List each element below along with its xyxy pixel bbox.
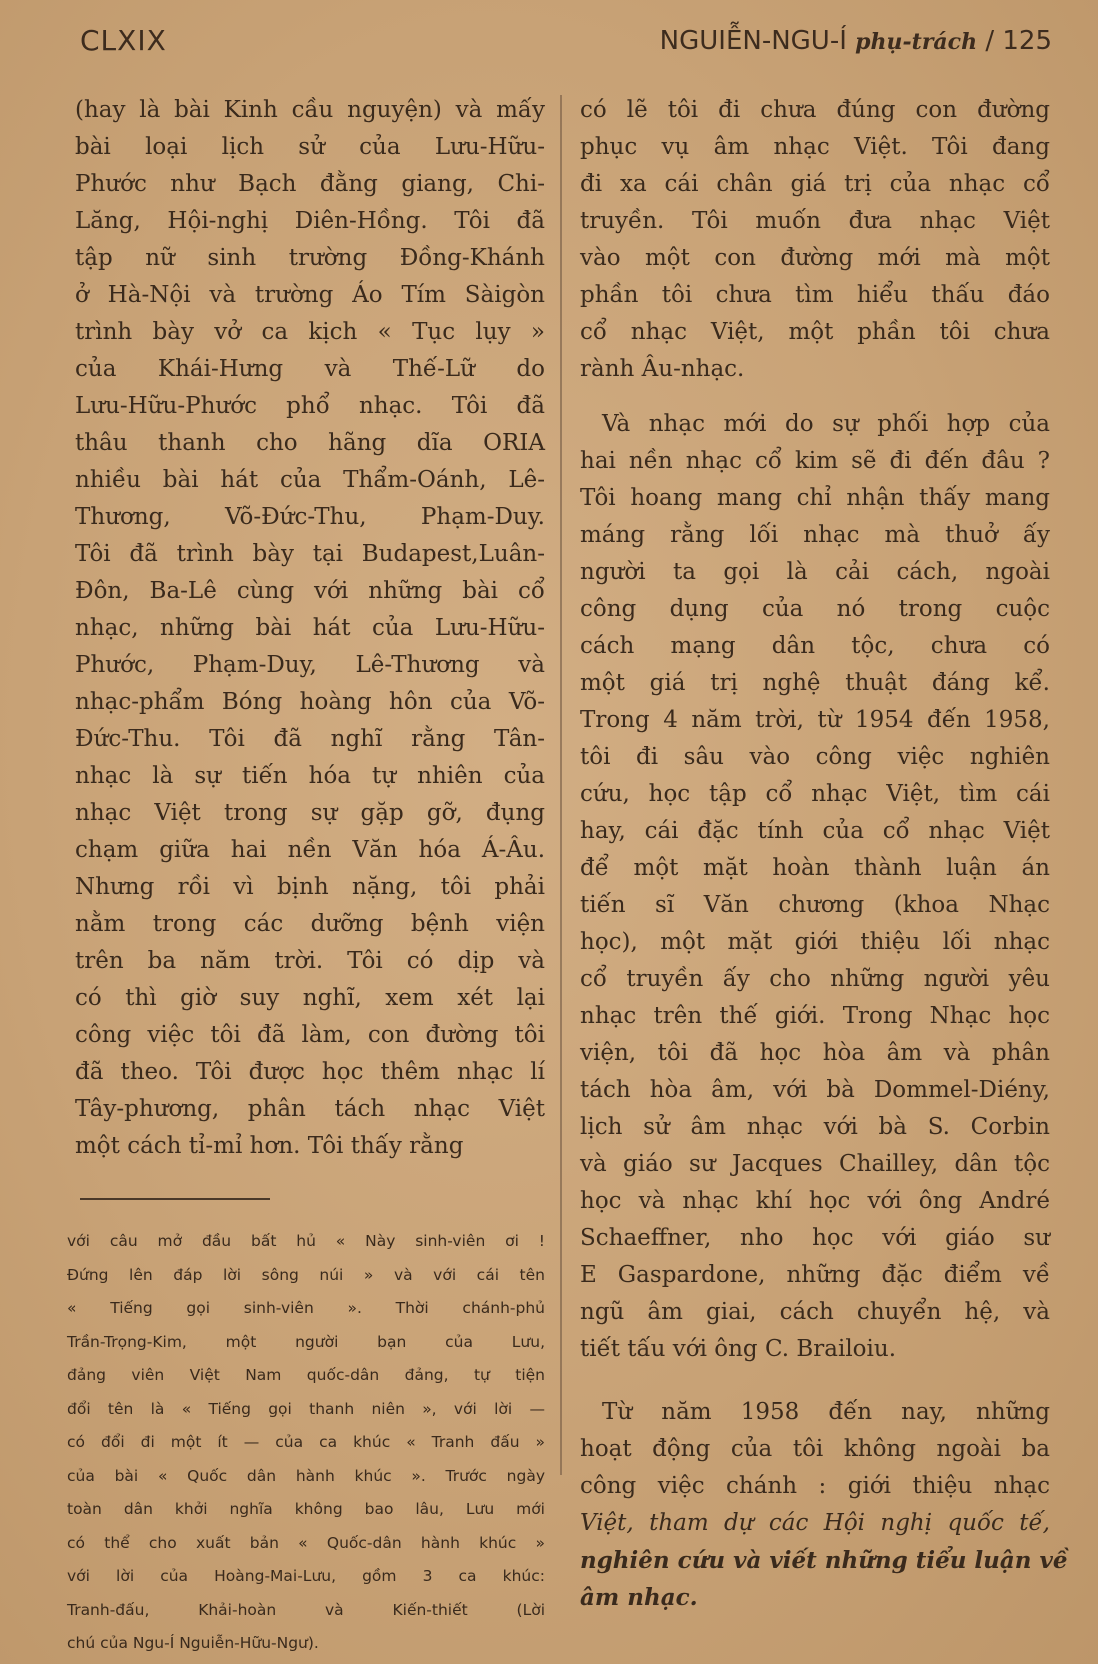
text-line: đã theo. Tôi được học thêm nhạc lí xyxy=(75,1059,545,1085)
text-line: Schaeffner, nho học với giáo sư xyxy=(580,1225,1050,1251)
text-line: Và nhạc mới do sự phối hợp của xyxy=(602,411,1050,437)
header-separator: / xyxy=(985,26,995,56)
text-line: có lẽ tôi đi chưa đúng con đường xyxy=(580,97,1050,123)
page-number: 125 xyxy=(1002,26,1052,56)
text-line: nhiều bài hát của Thẩm-Oánh, Lê- xyxy=(75,467,545,493)
text-line: trên ba năm trời. Tôi có dịp và xyxy=(75,948,545,974)
paragraph-gap xyxy=(580,1368,1050,1394)
footnote-line: với lời của Hoàng-Mai-Lưu, gồm 3 ca khúc: xyxy=(67,1567,545,1585)
footnote-line: của bài « Quốc dân hành khúc ». Trước ngày xyxy=(67,1466,545,1485)
text-line: Lăng, Hội-nghị Diên-Hồng. Tôi đã xyxy=(75,208,545,234)
text-line: phần tôi chưa tìm hiểu thấu đáo xyxy=(580,282,1050,308)
text-line: cổ truyền ấy cho những người yêu xyxy=(580,966,1050,992)
footnote-line: đảng viên Việt Nam quốc-dân đảng, tự tiện xyxy=(67,1366,545,1384)
text-line: Tây-phương, phân tách nhạc Việt xyxy=(75,1096,545,1122)
text-line: cổ nhạc Việt, một phần tôi chưa xyxy=(580,319,1050,345)
text-line: Phước như Bạch đằng giang, Chi- xyxy=(75,171,545,197)
text-line: có thì giờ suy nghĩ, xem xét lại xyxy=(75,985,545,1011)
text-line: Tôi hoang mang chỉ nhận thấy mang xyxy=(580,485,1050,511)
text-line: để một mặt hoàn thành luận án xyxy=(580,855,1050,881)
text-line: tập nữ sinh trường Đồng-Khánh xyxy=(75,245,545,271)
text-line: (hay là bài Kinh cầu nguyện) và mấy xyxy=(75,97,545,123)
left-column xyxy=(75,92,545,1165)
footnote-line: Trần-Trọng-Kim, một người bạn của Lưu, xyxy=(67,1332,545,1351)
text-line: học), một mặt giới thiệu lối nhạc xyxy=(580,929,1050,955)
text-line: Phước, Phạm-Duy, Lê-Thương và xyxy=(75,652,545,678)
text-line: Việt, tham dự các Hội nghị quốc tế, xyxy=(580,1510,1050,1536)
footnote xyxy=(67,1225,545,1661)
text-line: lịch sử âm nhạc với bà S. Corbin xyxy=(580,1114,1050,1140)
text-line: tôi đi sâu vào công việc nghiên xyxy=(580,744,1050,770)
text-line: bài loại lịch sử của Lưu-Hữu- xyxy=(75,134,545,160)
text-line: của Khái-Hưng và Thế-Lữ do xyxy=(75,356,545,382)
text-line: nằm trong các dưỡng bệnh viện xyxy=(75,911,545,937)
text-line: học và nhạc khí học với ông André xyxy=(580,1188,1050,1214)
footnote-line: với câu mở đầu bất hủ « Này sinh-viên ơi ! xyxy=(67,1232,545,1250)
footnote-line: Tranh-đấu, Khải-hoàn và Kiến-thiết (Lời xyxy=(67,1600,545,1619)
text-line: cách mạng dân tộc, chưa có xyxy=(580,633,1050,659)
text-line: Nhưng rồi vì bịnh nặng, tôi phải xyxy=(75,874,545,900)
footnote-rule xyxy=(80,1198,270,1200)
text-line: cứu, học tập cổ nhạc Việt, tìm cái xyxy=(580,781,1050,807)
text-line: Lưu-Hữu-Phước phổ nhạc. Tôi đã xyxy=(75,393,545,419)
text-line: đi xa cái chân giá trị của nhạc cổ xyxy=(580,171,1050,197)
text-line: và giáo sư Jacques Chailley, dân tộc xyxy=(580,1151,1050,1177)
text-line: hai nền nhạc cổ kim sẽ đi đến đâu ? xyxy=(580,448,1050,474)
text-line: E Gaspardone, những đặc điểm về xyxy=(580,1262,1050,1288)
text-line: ngũ âm giai, cách chuyển hệ, và xyxy=(580,1299,1050,1325)
text-line: công việc chánh : giới thiệu nhạc xyxy=(580,1473,1050,1499)
text-line: nhạc, những bài hát của Lưu-Hữu- xyxy=(75,615,545,641)
text-line: hoạt động của tôi không ngoài ba xyxy=(580,1436,1050,1462)
footnote-line: có đổi đi một ít — của ca khúc « Tranh đấu » xyxy=(67,1433,545,1451)
text-line: Trong 4 năm trời, từ 1954 đến 1958, xyxy=(580,707,1050,733)
paragraph xyxy=(580,1394,1068,1616)
text-line: tiến sĩ Văn chương (khoa Nhạc xyxy=(580,892,1050,918)
text-line: Đôn, Ba-Lê cùng với những bài cổ xyxy=(75,578,545,604)
footnote-line: toàn dân khởi nghĩa không bao lâu, Lưu mới xyxy=(67,1500,545,1518)
text-line: một giá trị nghệ thuật đáng kể. xyxy=(580,670,1050,696)
text-line: viện, tôi đã học hòa âm và phân xyxy=(580,1040,1050,1066)
text-line: tách hòa âm, với bà Dommel-Diény, xyxy=(580,1077,1050,1103)
text-line: tiết tấu với ông C. Brailoiu. xyxy=(580,1336,897,1362)
text-line: nhạc-phẩm Bóng hoàng hôn của Võ- xyxy=(75,689,545,715)
text-line: nhạc trên thế giới. Trong Nhạc học xyxy=(580,1003,1050,1029)
header-role: phụ-trách xyxy=(855,29,978,55)
text-line: chạm giữa hai nền Văn hóa Á-Âu. xyxy=(75,837,545,863)
text-line: vào một con đường mới mà một xyxy=(580,245,1050,271)
text-line: người ta gọi là cải cách, ngoài xyxy=(580,559,1050,585)
text-line: âm nhạc. xyxy=(580,1584,698,1611)
running-header xyxy=(660,26,1052,56)
chapter-number: CLXIX xyxy=(80,24,167,57)
text-line: rành Âu-nhạc. xyxy=(580,356,745,382)
text-line: Tôi đã trình bày tại Budapest,Luân- xyxy=(75,541,545,567)
text-line: nhạc là sự tiến hóa tự nhiên của xyxy=(75,763,545,789)
right-column xyxy=(580,92,1068,1616)
footnote-line: Đứng lên đáp lời sông núi » và với cái tên xyxy=(67,1265,545,1284)
text-line: trình bày vở ca kịch « Tục lụy » xyxy=(75,319,545,345)
text-line: Thương, Võ-Đức-Thu, Phạm-Duy. xyxy=(75,504,545,530)
footnote-line: có thể cho xuất bản « Quốc-dân hành khúc » xyxy=(67,1533,545,1552)
paragraph-gap xyxy=(580,388,1050,406)
header-author: NGUIỄN-NGU-Í xyxy=(659,26,847,56)
text-line: nhạc Việt trong sự gặp gỡ, đụng xyxy=(75,800,545,826)
paragraph xyxy=(580,406,1050,1368)
text-line: hay, cái đặc tính của cổ nhạc Việt xyxy=(580,818,1050,844)
paragraph xyxy=(580,92,1050,388)
text-line: một cách tỉ-mỉ hơn. Tôi thấy rằng xyxy=(75,1133,464,1159)
text-line: công dụng của nó trong cuộc xyxy=(580,596,1050,622)
text-line: Từ năm 1958 đến nay, những xyxy=(602,1399,1050,1425)
text-line: truyền. Tôi muốn đưa nhạc Việt xyxy=(580,208,1050,234)
text-line: ở Hà-Nội và trường Áo Tím Sàigòn xyxy=(75,282,545,308)
footnote-line: đổi tên là « Tiếng gọi thanh niên », với lời — xyxy=(67,1399,545,1418)
text-line: thâu thanh cho hãng dĩa ORIA xyxy=(75,430,545,456)
footnote-line: chú của Ngu-Í Nguiễn-Hữu-Ngư). xyxy=(67,1634,319,1652)
column-divider xyxy=(560,95,562,1475)
text-line: nghiên cứu và viết những tiểu luận về xyxy=(580,1547,1068,1574)
text-line: Đức-Thu. Tôi đã nghĩ rằng Tân- xyxy=(75,726,545,752)
text-line: công việc tôi đã làm, con đường tôi xyxy=(75,1022,545,1048)
text-line: phục vụ âm nhạc Việt. Tôi đang xyxy=(580,134,1050,160)
text-line: máng rằng lối nhạc mà thuở ấy xyxy=(580,522,1050,548)
footnote-line: « Tiếng gọi sinh-viên ». Thời chánh-phủ xyxy=(67,1299,545,1317)
